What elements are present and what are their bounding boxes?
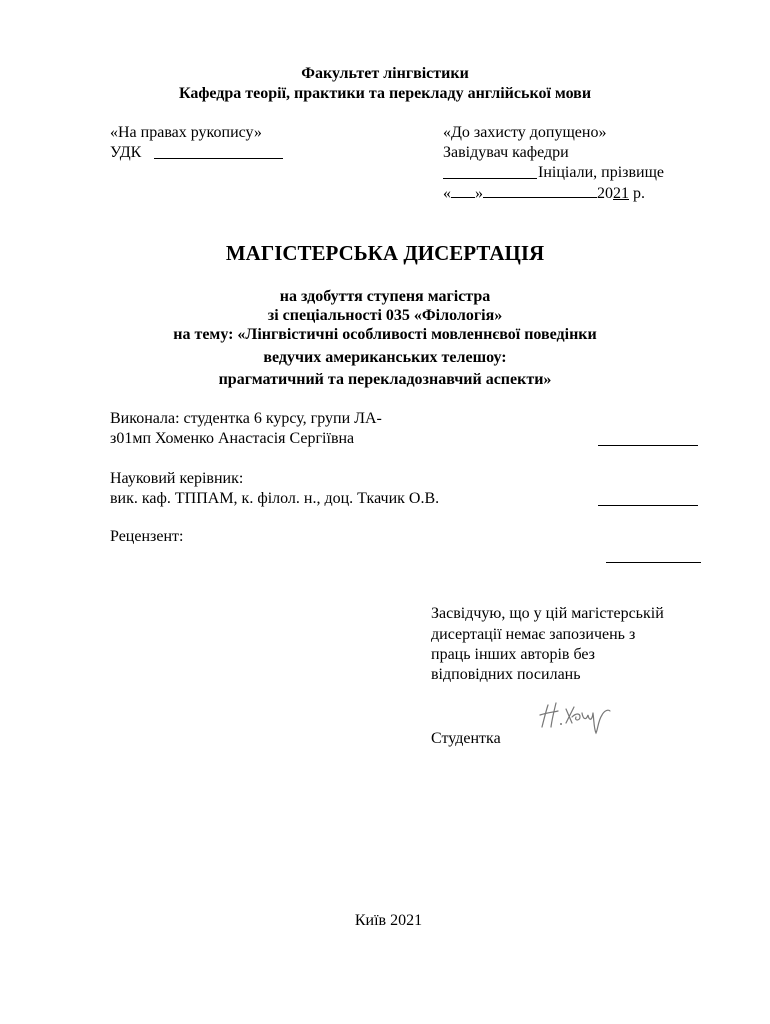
faculty-title: Факультет лінгвістики bbox=[301, 65, 469, 82]
year-suffix: 21 bbox=[613, 185, 629, 202]
reviewer-signature-line bbox=[606, 562, 701, 563]
head-signature-line bbox=[443, 178, 537, 179]
thesis-main-title: МАГІСТЕРСЬКА ДИСЕРТАЦІЯ bbox=[225, 241, 545, 265]
place-year: Київ 2021 bbox=[354, 912, 423, 929]
degree-line: на здобуття ступеня магістра bbox=[279, 288, 491, 305]
topic-line-3: прагматичний та перекладознавчий аспекти» bbox=[218, 371, 552, 388]
udk-row bbox=[110, 143, 141, 163]
topic-line-2: ведучих американських телешоу: bbox=[263, 349, 507, 366]
statement-line-1: Засвідчую, що у цій магістерській bbox=[431, 605, 664, 622]
specialty-line: зі спеціальності 035 «Філологія» bbox=[267, 307, 503, 324]
initials-surname-label: Ініціали, прізвище bbox=[538, 164, 664, 181]
statement-line-4: відповідних посилань bbox=[431, 666, 581, 683]
udk-label: УДК bbox=[110, 144, 142, 161]
manuscript-note: «На правах рукопису» bbox=[110, 124, 262, 141]
year-prefix: 20 bbox=[597, 185, 613, 202]
date-row bbox=[443, 183, 645, 204]
head-of-department-label: Завідувач кафедри bbox=[443, 144, 569, 161]
supervisor-label: Науковий керівник: bbox=[110, 470, 244, 487]
date-close-quote: » bbox=[475, 185, 483, 202]
student-label: Студентка bbox=[431, 730, 501, 747]
month-blank bbox=[483, 183, 597, 198]
admitted-note: «До захисту допущено» bbox=[443, 124, 607, 141]
department-title: Кафедра теорії, практики та перекладу англійської мови bbox=[178, 85, 592, 102]
year-unit: р. bbox=[629, 185, 645, 202]
supervisor-name: вик. каф. ТППАМ, к. філол. н., доц. Ткачик О.В. bbox=[110, 490, 440, 507]
reviewer-label: Рецензент: bbox=[110, 528, 184, 545]
author-line-1: Виконала: студентка 6 курсу, групи ЛА- bbox=[110, 410, 382, 427]
statement-line-3: праць інших авторів без bbox=[431, 646, 595, 663]
day-blank bbox=[451, 183, 475, 198]
date-open-quote: « bbox=[443, 185, 451, 202]
author-line-2: з01мп Хоменко Анастасія Сергіївна bbox=[110, 430, 355, 447]
author-signature-line bbox=[598, 445, 698, 446]
udk-blank-line bbox=[154, 158, 283, 159]
supervisor-signature-line bbox=[598, 505, 698, 506]
student-signature-image bbox=[536, 699, 616, 737]
topic-line-1: на тему: «Лінгвістичні особливості мовленнєвої поведінки bbox=[173, 326, 597, 343]
statement-line-2: дисертації немає запозичень з bbox=[431, 626, 636, 643]
